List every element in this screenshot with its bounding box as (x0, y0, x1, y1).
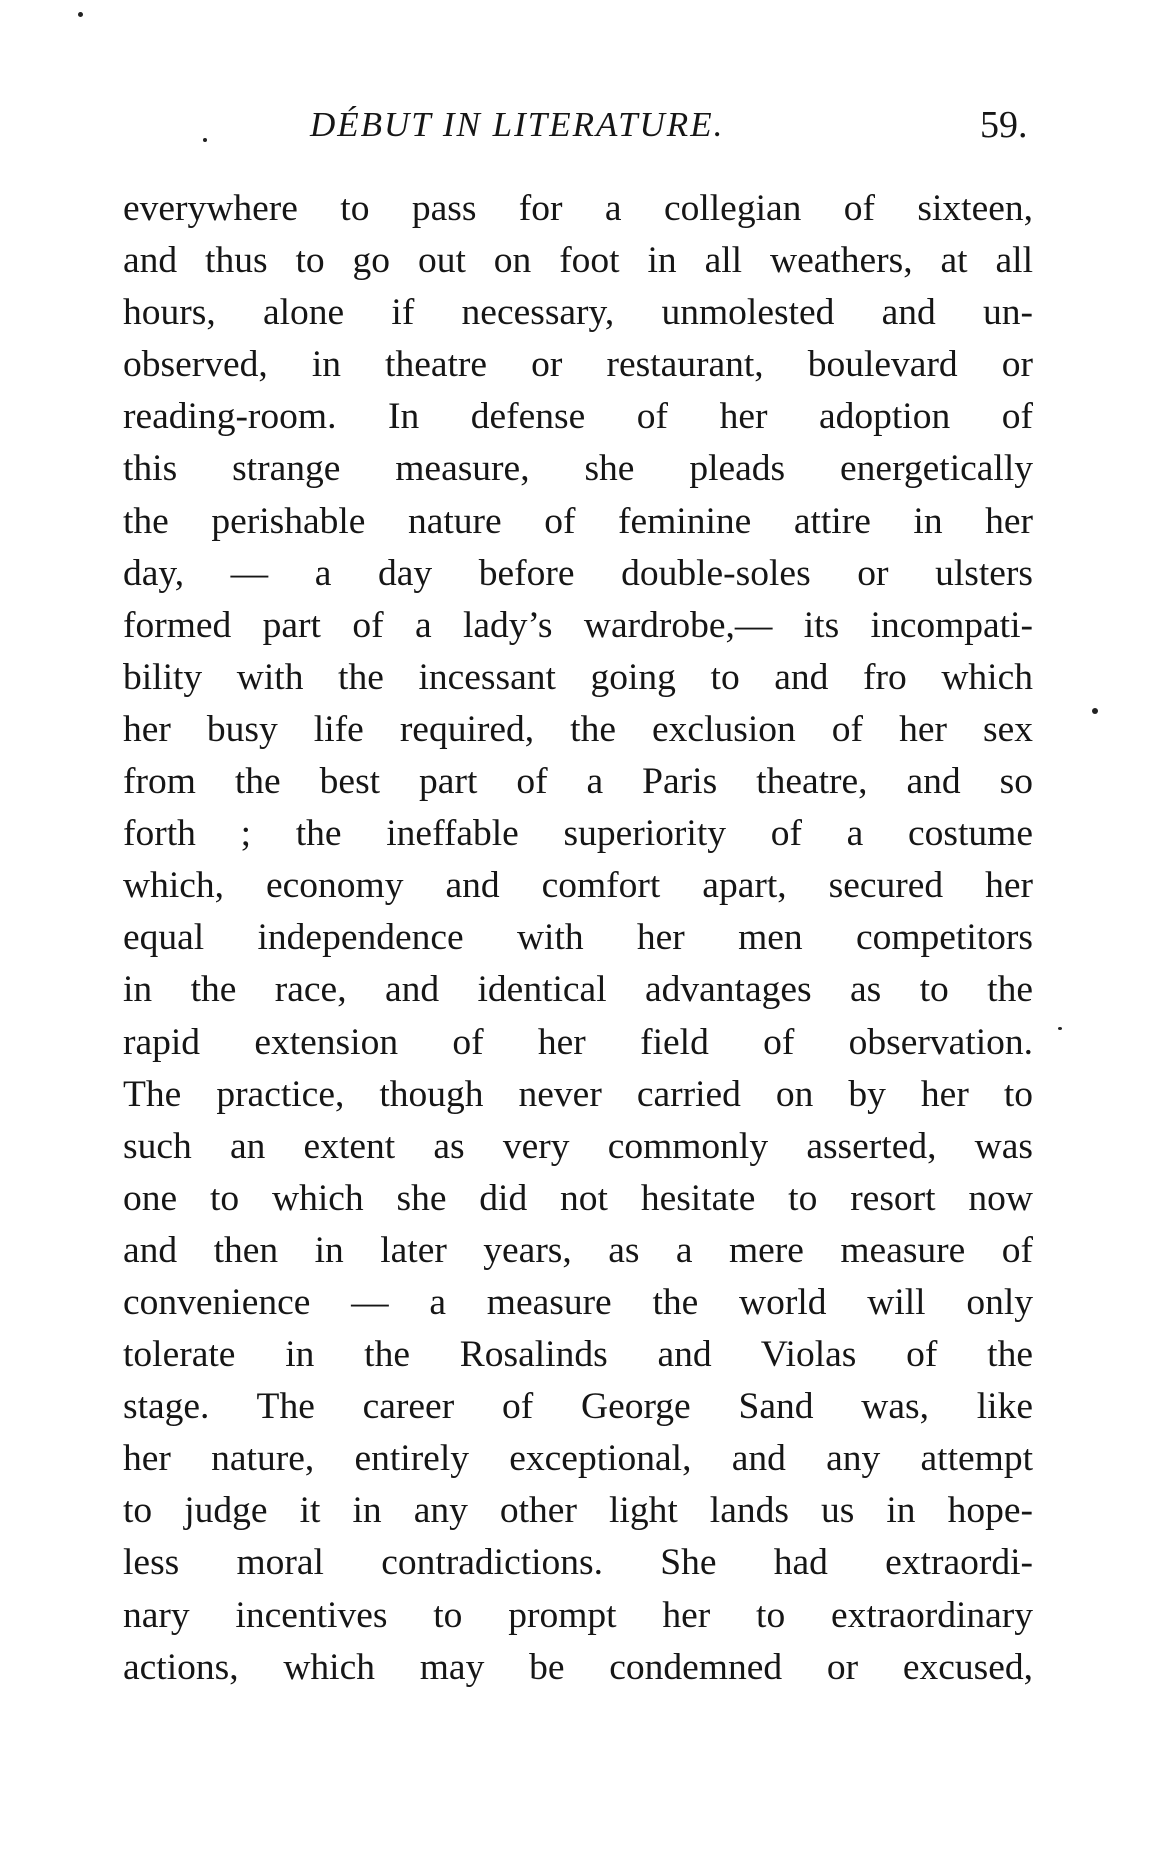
text-line: formed part of a lady’s wardrobe,— its incompati- (123, 604, 1033, 646)
text-line: everywhere to pass for a collegian of sixteen, (123, 188, 1033, 229)
text-line: reading-room. In defense of her adoption of (123, 396, 1033, 438)
text-line: less moral contradictions. She had extraordi- (123, 1542, 1033, 1584)
scan-speck (1058, 1027, 1062, 1030)
scan-speck (1092, 708, 1098, 714)
page-number: 59. (980, 104, 1028, 146)
text-line: the perishable nature of feminine attire in her (123, 500, 1033, 542)
text-line: actions, which may be condemned or excused, (123, 1646, 1033, 1688)
body-text (123, 183, 1033, 1694)
scan-speck (78, 12, 83, 17)
text-line: convenience — a measure the world will only (123, 1281, 1033, 1323)
text-line: and then in later years, as a mere measure of (123, 1229, 1033, 1271)
text-line: The practice, though never carried on by her to (123, 1073, 1033, 1115)
text-line: her busy life required, the exclusion of her sex (123, 708, 1033, 750)
text-line: hours, alone if necessary, unmolested and un- (123, 292, 1033, 334)
text-line: observed, in theatre or restaurant, boulevard or (123, 344, 1033, 386)
text-line: tolerate in the Rosalinds and Violas of the (123, 1334, 1033, 1376)
text-line: her nature, entirely exceptional, and any attempt (123, 1438, 1033, 1480)
running-head (120, 100, 1040, 150)
text-line: this strange measure, she pleads energetically (123, 448, 1033, 490)
text-line: nary incentives to prompt her to extraordinary (123, 1594, 1033, 1636)
text-line: one to which she did not hesitate to resort now (123, 1177, 1033, 1219)
text-line: bility with the incessant going to and fro which (123, 656, 1033, 698)
text-line: rapid extension of her field of observation. (123, 1021, 1033, 1063)
text-line: equal independence with her men competitors (123, 917, 1033, 959)
text-line: from the best part of a Paris theatre, and so (123, 761, 1033, 803)
text-line: which, economy and comfort apart, secured her (123, 865, 1033, 907)
scan-speck (203, 138, 207, 142)
text-line: and thus to go out on foot in all weathers, at all (123, 240, 1033, 282)
text-line: in the race, and identical advantages as to the (123, 969, 1033, 1011)
text-line: stage. The career of George Sand was, like (123, 1386, 1033, 1428)
text-line: such an extent as very commonly asserted, was (123, 1125, 1033, 1167)
text-line: day, — a day before double-soles or ulsters (123, 552, 1033, 594)
running-title: DÉBUT IN LITERATURE. (310, 105, 725, 144)
text-line: to judge it in any other light lands us in hope- (123, 1490, 1033, 1532)
text-line: forth ; the ineffable superiority of a costume (123, 813, 1033, 855)
